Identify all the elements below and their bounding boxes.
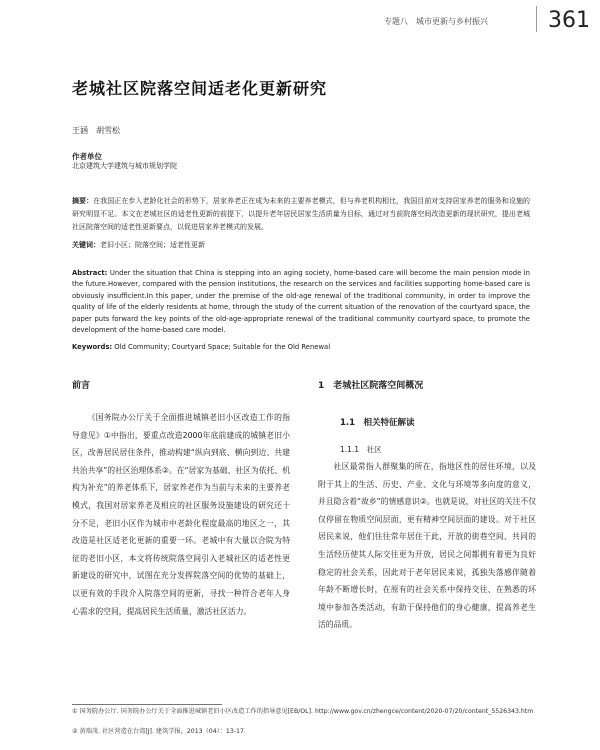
- keywords-en-label: Keywords:: [72, 343, 113, 351]
- keywords-cn: [72, 240, 205, 250]
- footnote-divider: [72, 704, 222, 705]
- header-divider: [536, 6, 537, 32]
- abstract-en-label: Abstract:: [72, 269, 108, 277]
- footnote-1: ① 国务院办公厅. 国务院办公厅关于全面推进城镇老旧小区改造工作的指导意见[EB/OL]. http://www.gov.cn/zhengce/content/2020-07/20/content_5526343.htm: [72, 708, 534, 715]
- section-1-1-heading: 1.1 相关特征解读: [340, 418, 415, 428]
- keywords-en: [72, 343, 330, 351]
- abstract-cn-label: 摘要：: [72, 197, 94, 205]
- keywords-cn-label: 关键词：: [72, 241, 100, 249]
- preface-paragraph: 《国务院办公厅关于全面推进城镇老旧小区改造工作的指导意见》①中指出，要重点改造2000年底前建成的城镇老旧小区，改善居民居住条件，推动构建“纵向到底、横向到边、共建共治共享”的社区治理体系②。在“居家为基础、社区为依托、机构为补充”的养老体系下，居家养老作为当前与未来的主要养老模式，我国对居家养老及相应的社区服务设施建设的研究还十分不足，老旧小区作为城市中老龄化程度最高的地区之一，其改造是社区适老化更新的重要一环。老城中有大量以合院为特征的老旧小区，本文将传统院落空间引入老城社区的适老性更新建设的研究中，试图在充分发挥院落空间的优势的基础上，以更有效的手段介入院落空间的更新，寻找一种符合老年人身心需求的空间，提高居民生活质量，激活社区活力。: [72, 413, 290, 616]
- abstract-cn-text: 在我国正在步入老龄化社会的形势下，居家养老正在成为未来的主要养老模式，但与养老机构相比，我国目前对支持居家养老的服务和设施的研究明显不足。本文在老城社区的适老性更新的前提下，以提升老年居民居家生活质量为目标，通过对当前院落空间改造更新的现状研究，提出老城社区院落空间的适老性更新要点，以促进居家养老模式的发展。: [72, 197, 530, 231]
- abstract-en-text: Under the situation that China is stepping into an aging society, home-based care will become the main pension mode in the future.However, compared with the pension institutions, the research on the services and facilities supporting home-based care is obviously insufficient.In this paper, under the premise of the old-age renewal of the traditional community, in order to improve the quality of life of the elderly residents at home, through the study of the current situation of the renovation of the courtyard space, the paper puts forward the key points of the old-age-appropriate renewal of the traditional community courtyard space, to promote the development of the home-based care model.: [72, 269, 530, 335]
- preface-heading: 前言: [72, 381, 91, 391]
- section-1-1-1-paragraph: 社区最常指人群聚集的所在，指地区性的居住环境，以及附于其上的生活、历史、产业、文化与环境等多向度的意义，并且隐含着“故乡”的情感意识②。也就是说，对社区的关注不仅仅停留在物质空间层面，更有精神空间层面的建设。对于社区居民来说，他们往往常年居住于此，开放的街巷空间、共同的生活经历使其人际交往更为开放，居民之间都拥有着更为良好稳定的社会关系，因此对于老年居民来说，孤独失落感伴随着年龄不断增长时，在原有的社会关系中保持交往、在熟悉的环境中参加各类活动，有助于保持他们的身心健康，提高养老生活的品质。: [318, 462, 536, 630]
- footnote-2: ② 黄瑞茂. 社区营造在台湾[J]. 建筑学报，2013（04）：13-17.: [72, 728, 246, 735]
- page-number: 361: [548, 8, 590, 33]
- running-header-section: 专题八 城市更新与乡村振兴: [384, 17, 488, 26]
- keywords-en-text: Old Community; Courtyard Space; Suitable for the Old Renewal: [114, 343, 331, 351]
- paper-title: 老城社区院落空间适老化更新研究: [72, 79, 328, 98]
- abstract-cn: [72, 195, 530, 234]
- section-1-heading: 1 老城社区院落空间概况: [318, 381, 424, 391]
- abstract-en: [72, 268, 530, 336]
- authors: 王涵 胡雪松: [72, 126, 120, 135]
- keywords-cn-text: 老旧小区；院落空间；适老性更新: [100, 241, 205, 249]
- affiliation: 北京建筑大学建筑与城市规划学院: [72, 162, 177, 170]
- section-1-1-1-heading: 1.1.1 社区: [340, 445, 382, 454]
- affiliation-label: 作者单位: [72, 152, 102, 161]
